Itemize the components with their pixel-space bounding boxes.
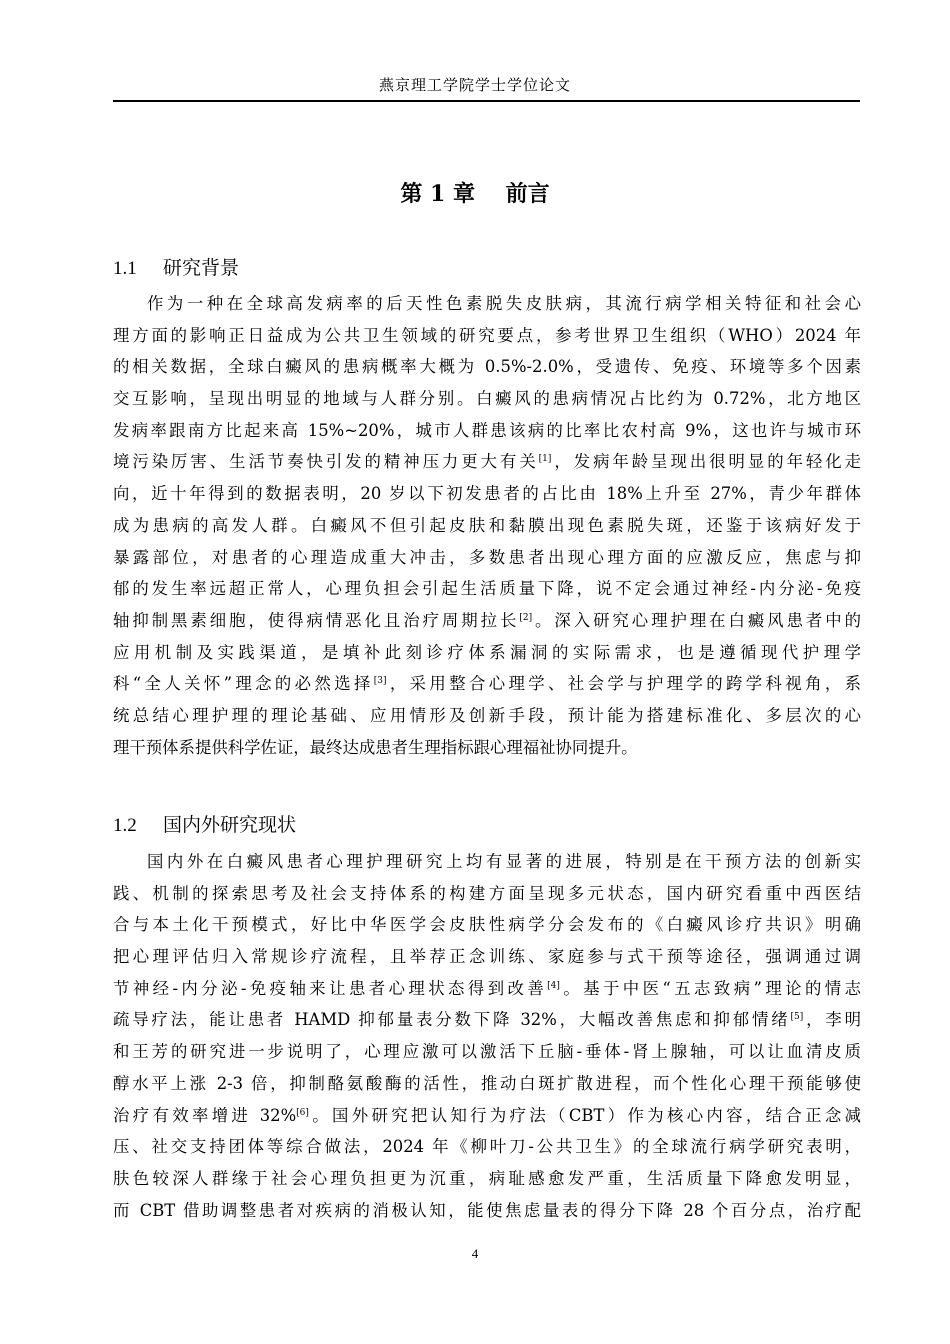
- chapter-name: 前言: [505, 181, 550, 207]
- text-segment: 疏导疗法，能让患者 HAMD 抑郁量表分数下降 32%，大幅改善焦虑和抑郁情绪: [113, 1010, 791, 1030]
- text-line: [113, 510, 861, 542]
- page-number: 4: [471, 1246, 479, 1261]
- chapter-number: 第 1 章: [400, 181, 475, 207]
- text-line: [113, 1100, 861, 1132]
- citation-ref: [4]: [547, 980, 560, 991]
- text-line: [113, 846, 861, 878]
- chapter-title: [0, 177, 950, 208]
- section-heading-1-2: [113, 810, 296, 837]
- text-line: [113, 605, 861, 637]
- text-segment: 节神经-内分泌-免疫轴来让患者心理状态得到改善: [113, 978, 548, 998]
- text-segment: 科“全人关怀”理念的必然选择: [113, 674, 374, 694]
- text-segment: 践、机制的探索思考及社会支持体系的构建方面呈现多元状态，国内研究看重中西医结: [113, 883, 861, 903]
- text-segment: 。深入研究心理护理在白癜风患者中的: [532, 610, 861, 630]
- text-line: [113, 351, 861, 383]
- text-segment: 治疗有效率增进 32%: [113, 1105, 297, 1125]
- text-segment: 交互影响，呈现出明显的地域与人群分别。白癜风的患病情况占比约为 0.72%，北方地区: [113, 389, 861, 409]
- citation-ref: [3]: [373, 676, 387, 687]
- text-segment: 醇水平上涨 2-3 倍，抑制酪氨酸酶的活性，推动白斑扩散进程，而个性化心理干预能够使: [113, 1073, 861, 1093]
- text-segment: 向，近十年得到的数据表明，20 岁以下初发患者的占比由 18%上升至 27%，青少年群体: [113, 484, 861, 504]
- citation-ref: [5]: [790, 1012, 804, 1023]
- text-segment: 和王芳的研究进一步说明了，心理应激可以激活下丘脑-垂体-肾上腺轴，可以让血清皮质: [113, 1042, 861, 1062]
- text-segment: 理方面的影响正日益成为公共卫生领域的研究要点，参考世界卫生组织（WHO）2024 年: [113, 325, 861, 345]
- text-segment: 。国外研究把认知行为疗法（CBT）作为核心内容，结合正念减: [308, 1105, 861, 1125]
- text-line: [113, 573, 861, 605]
- text-line: [113, 732, 861, 764]
- text-line: [113, 637, 861, 669]
- text-line: [113, 668, 861, 700]
- text-segment: ，采用整合心理学、社会学与护理学的跨学科视角，系: [386, 674, 861, 694]
- running-header: 燕京理工学院学士学位论文: [378, 76, 571, 94]
- text-line: [113, 941, 861, 973]
- text-segment: 境污染厉害、生活节奏快引发的精神压力更大有关: [113, 452, 539, 472]
- text-line: [113, 909, 861, 941]
- text-line: [113, 1068, 861, 1100]
- citation-ref: [6]: [296, 1107, 309, 1118]
- section-title: 国内外研究现状: [163, 814, 297, 836]
- text-segment: 应用机制及实践渠道，是填补此刻诊疗体系漏洞的实际需求，也是遵循现代护理学: [113, 642, 861, 662]
- text-line: [113, 1163, 861, 1195]
- text-line: [113, 1036, 861, 1068]
- text-line: [113, 383, 861, 415]
- section-number: 1.1: [113, 258, 137, 279]
- text-line: [113, 1004, 861, 1036]
- text-segment: 暴露部位，对患者的心理造成重大冲击，多数患者出现心理方面的应激反应，焦虑与抑: [113, 547, 861, 567]
- text-segment: ，发病年龄呈现出很明显的年轻化走: [551, 452, 861, 472]
- text-line: [113, 700, 861, 732]
- text-line: [113, 973, 861, 1005]
- header-rule: [113, 100, 860, 102]
- text-segment: 统总结心理护理的理论基础、应用情形及创新手段，预计能为搭建标准化、多层次的心: [113, 705, 861, 725]
- text-segment: 轴抑制黑素细胞，使得病情恶化且治疗周期拉长: [113, 610, 520, 630]
- text-line: [113, 446, 861, 478]
- text-segment: 的相关数据，全球白癜风的患病概率大概为 0.5%-2.0%，受遗传、免疫、环境等多个因素: [113, 357, 861, 377]
- text-segment: 肤色较深人群缘于社会心理负担更为沉重，病耻感愈发严重，生活质量下降愈发明显，: [113, 1168, 861, 1188]
- text-line: [113, 878, 861, 910]
- citation-ref: [2]: [519, 612, 533, 623]
- text-segment: 国内外在白癜风患者心理护理研究上均有显著的进展，特别是在干预方法的创新实: [147, 852, 861, 871]
- text-line: [113, 542, 861, 574]
- text-segment: 成为患病的高发人群。白癜风不但引起皮肤和黏膜出现色素脱失斑，还鉴于该病好发于: [113, 515, 861, 535]
- text-segment: 合与本土化干预模式，好比中华医学会皮肤性病学分会发布的《白癜风诊疗共识》明确: [113, 915, 861, 935]
- text-line: [113, 478, 861, 510]
- section-heading-1-1: [113, 253, 239, 280]
- text-line: [113, 1131, 861, 1163]
- text-segment: 作为一种在全球高发病率的后天性色素脱失皮肤病，其流行病学相关特征和社会心: [147, 294, 861, 313]
- text-segment: 而 CBT 借助调整患者对疾病的消极认知，能使焦虑量表的得分下降 28 个百分点，治疗配: [113, 1200, 861, 1220]
- section-title: 研究背景: [163, 257, 240, 279]
- text-line: [113, 415, 861, 447]
- text-segment: 郁的发生率远超正常人，心理负担会引起生活质量下降，说不定会通过神经-内分泌-免疫: [113, 579, 861, 599]
- citation-ref: [1]: [538, 454, 552, 465]
- text-segment: 理干预体系提供科学佐证，最终达成患者生理指标跟心理福祉协同提升。: [113, 737, 638, 757]
- text-segment: 。基于中医“五志致病”理论的情志: [559, 978, 861, 998]
- paragraph-research-background: [113, 288, 861, 763]
- text-line: [113, 1195, 861, 1227]
- text-line: [113, 320, 861, 352]
- text-segment: 压、社交支持团体等综合做法，2024 年《柳叶刀-公共卫生》的全球流行病学研究表明，: [113, 1137, 861, 1157]
- text-segment: ，李明: [803, 1010, 861, 1030]
- text-segment: 发病率跟南方比起来高 15%~20%，城市人群患该病的比率比农村高 9%，这也许与城市环: [113, 420, 861, 440]
- text-segment: 把心理评估归入常规诊疗流程，且举荐正念训练、家庭参与式干预等途径，强调通过调: [113, 947, 861, 967]
- section-number: 1.2: [113, 815, 137, 836]
- paragraph-research-status: [113, 846, 861, 1226]
- text-line: [113, 288, 861, 320]
